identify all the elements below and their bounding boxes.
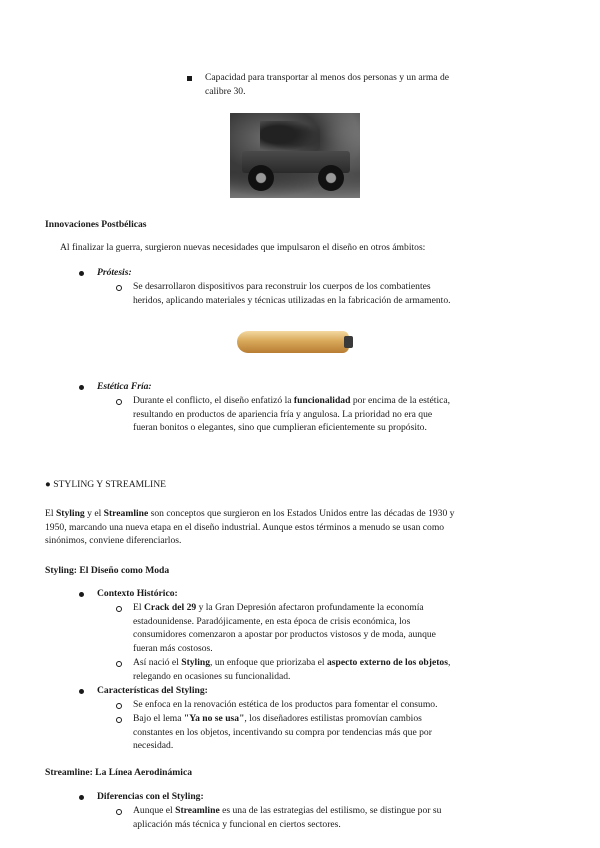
leg-shaft-shape (237, 331, 349, 353)
ring-bullet-icon (116, 717, 122, 723)
list-item (133, 656, 563, 683)
list-item (133, 804, 563, 831)
text-line: Bajo el lema "Ya no se usa", los diseñadores estilistas promovían cambios (133, 713, 422, 724)
section-title: ● STYLING Y STREAMLINE (45, 479, 166, 490)
section-heading: Streamline: La Línea Aerodinámica (45, 767, 193, 778)
square-bullet-icon (187, 76, 192, 81)
list-label: Estética Fría: (97, 381, 152, 392)
text-line: El Styling y el Streamline son conceptos que surgieron en los Estados Unidos entre las décadas de 1930 y (45, 508, 455, 519)
prosthetic-leg-photo (231, 322, 359, 364)
text-line: relegando en ocasiones su funcionalidad. (133, 670, 291, 682)
text-line: constantes en los objetos, incentivando su compra por tendencias más que por (133, 726, 432, 738)
ring-bullet-icon (116, 606, 122, 612)
text-line: El Crack del 29 y la Gran Depresión afectaron profundamente la economía (133, 602, 424, 613)
dot-bullet-icon (79, 271, 84, 276)
list-item: Se enfoca en la renovación estética de los productos para fomentar el consumo. (133, 699, 438, 710)
text-line: Así nació el Styling, un enfoque que priorizaba el aspecto externo de los objetos, (133, 657, 451, 668)
text-line: fueran más costosos. (133, 642, 213, 654)
text-line: resultando en productos de apariencia fría y angulosa. La prioridad no era que (133, 408, 433, 420)
list-item (205, 71, 535, 98)
bullet-text-line: Capacidad para transportar al menos dos personas y un arma de (205, 72, 450, 83)
list-item (133, 601, 553, 655)
ring-bullet-icon (116, 809, 122, 815)
text-line: fueran bonitos o elegantes, sino que cumplieran eficientemente su propósito. (133, 422, 427, 433)
jeep-photo (230, 113, 360, 198)
ring-bullet-icon (116, 285, 122, 291)
text-line: Se desarrollaron dispositivos para reconstruir los cuerpos de los combatientes (133, 281, 431, 292)
ring-bullet-icon (116, 399, 122, 405)
list-item (133, 280, 553, 307)
text-line: heridos, aplicando materiales y técnicas utilizadas en la fabricación de armamento. (133, 294, 451, 306)
text-line: sinónimos, conviene diferenciarlos. (45, 535, 182, 546)
ring-bullet-icon (116, 661, 122, 667)
text-line: estadounidense. Paradójicamente, en esta época de crisis económica, los (133, 615, 411, 627)
dot-bullet-icon (79, 385, 84, 390)
text-line: consumidores comenzaron a apostar por productos vistosos y de moda, aunque (133, 629, 436, 640)
section-heading: Styling: El Diseño como Moda (45, 565, 170, 576)
list-label: Contexto Histórico: (97, 588, 178, 599)
list-item (133, 712, 553, 753)
list-item (133, 394, 553, 435)
section-heading: Innovaciones Postbélicas (45, 219, 147, 230)
text-line: aplicación más técnica y funcional en ciertos sectores. (133, 818, 341, 830)
paragraph: Al finalizar la guerra, surgieron nuevas necesidades que impulsaron el diseño en otros ámbitos: (60, 242, 426, 253)
jeep-wheel-shape (318, 165, 344, 191)
text-line: 1950, marcando una nueva etapa en el diseño industrial. Aunque estos términos a menudo se usan como (45, 521, 445, 533)
bullet-text-line: calibre 30. (205, 85, 246, 97)
dot-bullet-icon (79, 795, 84, 800)
text-line: necesidad. (133, 740, 174, 751)
paragraph (45, 507, 565, 548)
dot-bullet-icon (79, 689, 84, 694)
list-label: Diferencias con el Styling: (97, 791, 204, 802)
soldiers-shape (260, 121, 320, 155)
leg-foot-shape (344, 336, 353, 348)
list-label: Características del Styling: (97, 685, 208, 696)
list-label: Prótesis: (97, 267, 132, 278)
text-line: Aunque el Streamline es una de las estrategias del estilismo, se distingue por su (133, 805, 442, 816)
jeep-wheel-shape (248, 165, 274, 191)
dot-bullet-icon (79, 592, 84, 597)
text-line: Durante el conflicto, el diseño enfatizó la funcionalidad por encima de la estética, (133, 395, 451, 406)
ring-bullet-icon (116, 703, 122, 709)
